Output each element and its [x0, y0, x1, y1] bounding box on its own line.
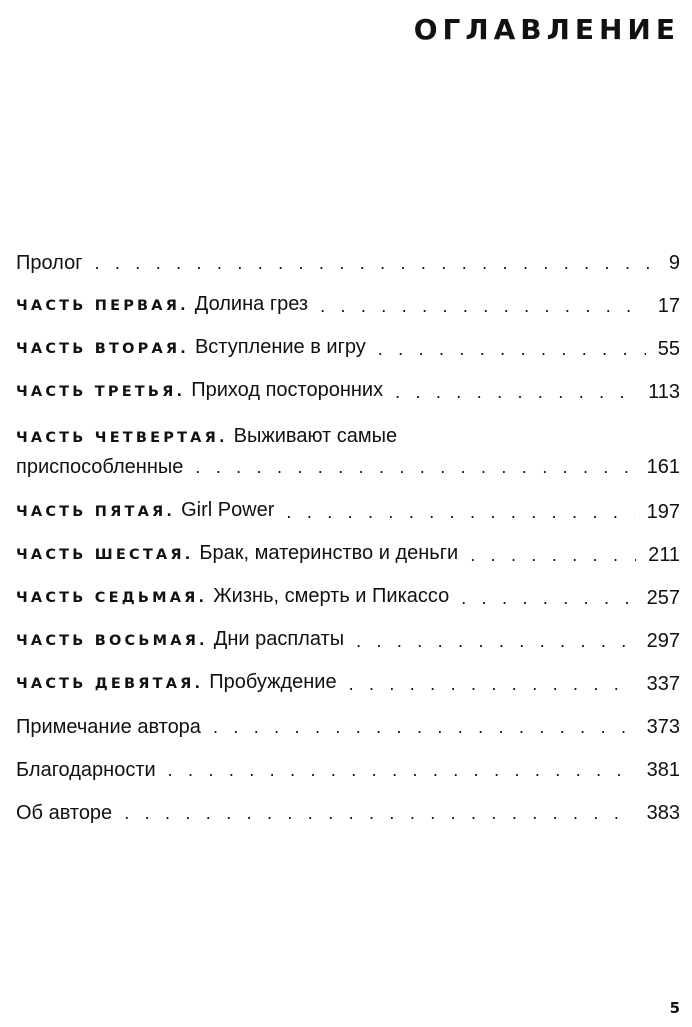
- dot-leader: [349, 668, 635, 700]
- part-title: Вступление в игру: [194, 336, 366, 358]
- toc-entry-part-7[interactable]: [16, 582, 680, 614]
- toc-entry-part-6[interactable]: [16, 539, 680, 571]
- part-title: Долина грез: [194, 293, 309, 315]
- toc-entry-part-3[interactable]: [16, 376, 680, 408]
- dot-leader: [213, 711, 635, 743]
- toc-entry-part-2[interactable]: [16, 333, 680, 365]
- part-label: ЧАСТЬ ДЕВЯТАЯ.: [16, 676, 204, 692]
- toc-entry-label: Об авторе: [16, 802, 113, 824]
- toc-entry-page: 197: [646, 501, 680, 523]
- toc-entry-label: [16, 288, 308, 322]
- toc-entry-page: 113: [648, 381, 680, 403]
- dot-leader: [470, 539, 636, 571]
- toc-entry-page: 9: [668, 252, 680, 274]
- toc-entry-page: 55: [657, 338, 680, 360]
- part-label: ЧАСТЬ ТРЕТЬЯ.: [16, 384, 186, 400]
- page-number: 5: [669, 999, 680, 1017]
- dot-leader: [378, 333, 646, 365]
- part-title: Жизнь, смерть и Пикассо: [213, 585, 450, 607]
- toc-entry-label: Примечание автора: [16, 716, 201, 738]
- toc-entry-page: 211: [648, 544, 680, 566]
- toc-entry-page: 257: [646, 587, 680, 609]
- dot-leader: [356, 625, 635, 657]
- toc-entry-page: 161: [646, 456, 680, 478]
- page-title: ОГЛАВЛЕНИЕ: [413, 13, 680, 46]
- toc-entry-part-1[interactable]: [16, 290, 680, 322]
- toc-entry-part-5[interactable]: [16, 496, 680, 528]
- toc-entry-label: [16, 331, 366, 365]
- toc-entry-page: 17: [657, 295, 680, 317]
- toc-entry-label: [16, 537, 458, 571]
- part-label: ЧАСТЬ ПЯТАЯ.: [16, 504, 176, 520]
- part-label: ЧАСТЬ СЕДЬМАЯ.: [16, 590, 208, 606]
- part-label: ЧАСТЬ ПЕРВАЯ.: [16, 298, 189, 314]
- part-title: Girl Power: [181, 499, 275, 521]
- dot-leader: [195, 451, 634, 483]
- toc-entry-page: 373: [646, 716, 680, 738]
- dot-leader: [124, 797, 634, 829]
- toc-entry-prologue[interactable]: [16, 247, 680, 279]
- dot-leader: [320, 290, 646, 322]
- toc-entry-label: [16, 623, 344, 657]
- dot-leader: [461, 582, 634, 614]
- toc-entry-label: Пролог: [16, 252, 83, 274]
- toc-entry-label: Благодарности: [16, 759, 156, 781]
- toc-entry-acknowledgements[interactable]: [16, 754, 680, 786]
- toc-entry-page: 337: [646, 673, 680, 695]
- toc-entry-part-8[interactable]: [16, 625, 680, 657]
- part-label: ЧАСТЬ ВОСЬМАЯ.: [16, 633, 208, 649]
- toc-entry-label: [16, 494, 274, 528]
- part-title: Пробуждение: [209, 671, 337, 693]
- part-title: Дни расплаты: [213, 628, 345, 650]
- toc-entry-part-4[interactable]: [16, 451, 680, 483]
- toc-entry-label: приспособленные: [16, 456, 184, 478]
- part-label: ЧАСТЬ ШЕСТАЯ.: [16, 547, 194, 563]
- part-label: ЧАСТЬ ЧЕТВЕРТАЯ.: [16, 430, 228, 446]
- dot-leader: [95, 247, 657, 279]
- part-title: Приход посторонних: [191, 379, 384, 401]
- toc-entry-part-9[interactable]: [16, 668, 680, 700]
- dot-leader: [168, 754, 635, 786]
- toc-entry-part-4-line-1[interactable]: [16, 420, 680, 452]
- toc-entry-label: [16, 666, 337, 700]
- toc-entry-label: [16, 580, 449, 614]
- toc-entry-page: 381: [646, 759, 680, 781]
- toc-entry-about-author[interactable]: [16, 797, 680, 829]
- part-title: Брак, материнство и деньги: [199, 542, 459, 564]
- toc-entry-page: 297: [646, 630, 680, 652]
- dot-leader: [395, 376, 636, 408]
- part-label: ЧАСТЬ ВТОРАЯ.: [16, 341, 189, 357]
- toc-entry-page: 383: [646, 802, 680, 824]
- part-title: Выживают самые: [233, 425, 398, 447]
- dot-leader: [286, 496, 634, 528]
- toc-entry-author-note[interactable]: [16, 711, 680, 743]
- toc-entry-label: [16, 374, 383, 408]
